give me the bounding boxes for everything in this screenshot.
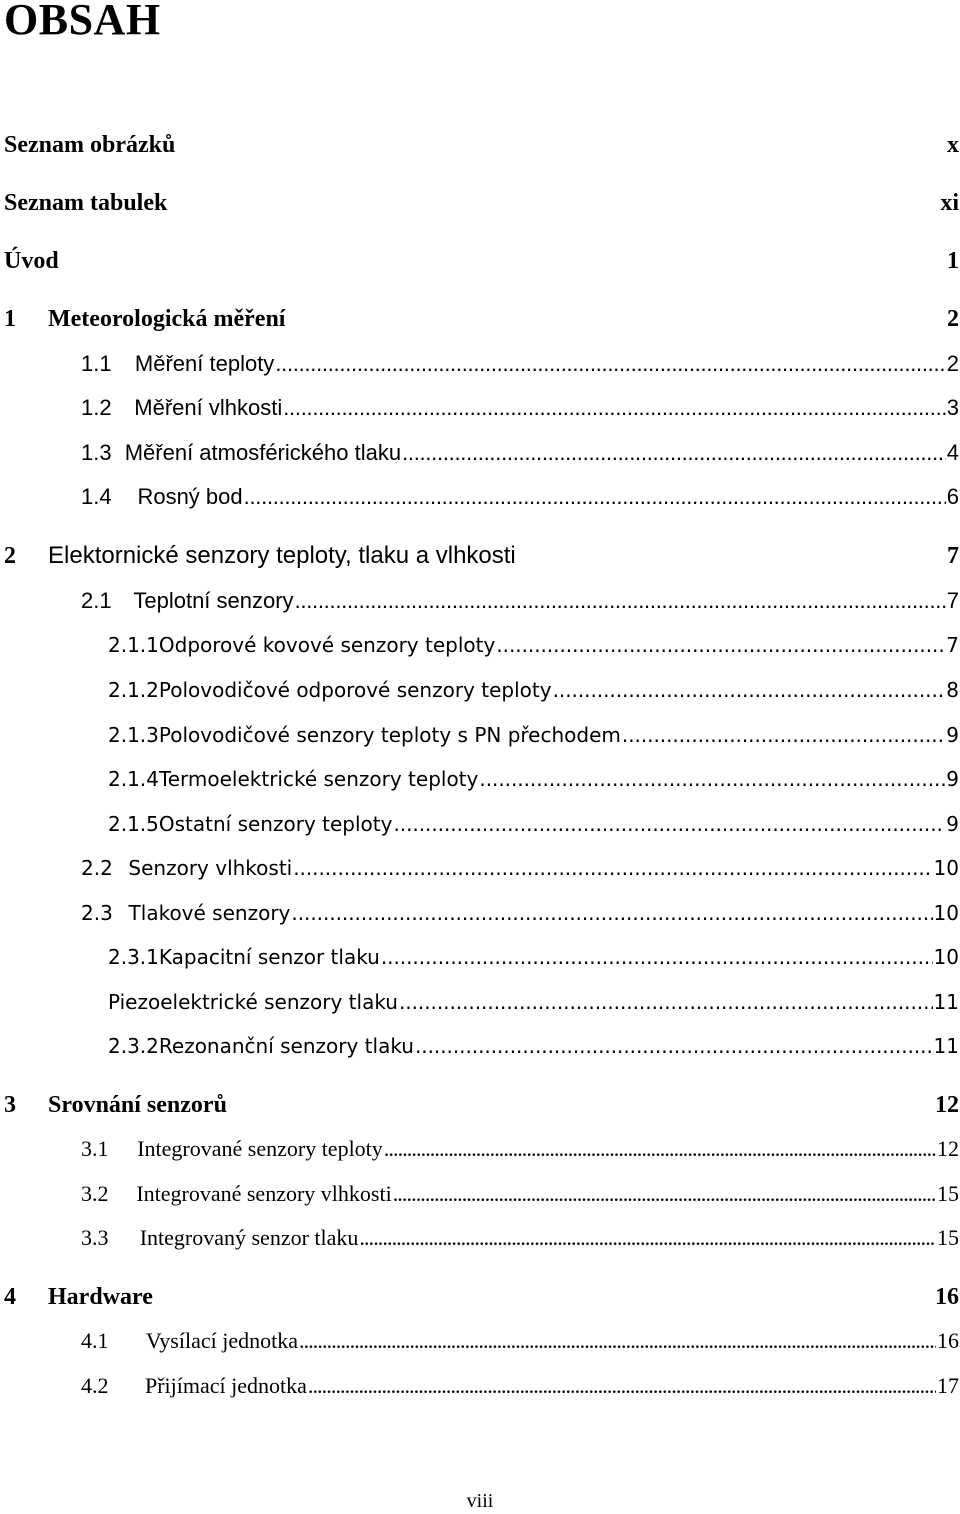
- toc-entry-label: Teplotní senzory: [133, 588, 294, 613]
- toc-entry-label: Termoelektrické senzory teploty: [158, 767, 479, 791]
- toc-entry[interactable]: [4, 1089, 959, 1121]
- toc-entry-label: Integrované senzory vlhkosti: [136, 1181, 392, 1206]
- toc-entry-number: 2.3: [81, 901, 113, 925]
- toc-entry-page: 15: [937, 1181, 959, 1206]
- toc-entry-label: Polovodičové senzory teploty s PN přechodem: [158, 723, 621, 747]
- toc-entry-page: 17: [937, 1373, 959, 1398]
- toc-entry-page: 16: [935, 1284, 959, 1310]
- toc-entry[interactable]: [108, 719, 959, 751]
- toc-entry-page: x: [947, 132, 959, 158]
- toc-entry[interactable]: [108, 808, 959, 840]
- toc-entry-label: Rosný bod: [137, 484, 243, 509]
- toc-entry-label: Kapacitní senzor tlaku: [158, 945, 380, 969]
- toc-entry-label: Integrovaný senzor tlaku: [139, 1225, 359, 1250]
- toc-entry-number: 2.2: [81, 856, 113, 880]
- toc-entry[interactable]: [81, 585, 959, 617]
- toc-entry-page: 9: [946, 767, 959, 791]
- toc-entry[interactable]: [4, 129, 959, 161]
- toc-entry[interactable]: [4, 187, 959, 219]
- toc-entry-page: 12: [937, 1136, 959, 1161]
- toc-entry-label: Seznam tabulek: [4, 190, 168, 216]
- toc-entry-number: 1.1: [81, 351, 112, 376]
- toc-entry[interactable]: [81, 897, 959, 929]
- toc-entry[interactable]: [4, 245, 959, 277]
- toc-entry-label: Ostatní senzory teploty: [158, 812, 393, 836]
- toc-entry-label: Měření teploty: [134, 351, 275, 376]
- toc-entry-label: Hardware: [48, 1284, 153, 1310]
- toc-entry[interactable]: [81, 1222, 959, 1254]
- toc-entry[interactable]: [81, 348, 959, 380]
- toc-entry-number: 4: [4, 1284, 16, 1310]
- toc-entry[interactable]: [81, 852, 959, 884]
- toc-entry-number: 3.1: [81, 1136, 109, 1161]
- page-title: OBSAH: [4, 0, 161, 44]
- toc-entry-label: Odporové kovové senzory teploty: [158, 633, 496, 657]
- toc-entry-number: 2.1.3: [108, 723, 159, 747]
- toc-entry-number: 4.1: [81, 1328, 109, 1353]
- toc-entry-label: Elektornické senzory teploty, tlaku a vlhkosti: [48, 542, 516, 569]
- toc-entry[interactable]: [4, 1281, 959, 1313]
- toc-entry[interactable]: [81, 1178, 959, 1210]
- toc-entry-page: 2: [947, 306, 959, 332]
- toc-entry-page: xi: [940, 190, 959, 216]
- toc-entry[interactable]: [4, 540, 959, 572]
- toc-entry-number: 1.4: [81, 484, 112, 509]
- toc-entry-number: 3.2: [81, 1181, 109, 1206]
- toc-entry-page: 7: [946, 633, 959, 657]
- toc-entry-label: Rezonanční senzory tlaku: [158, 1034, 414, 1058]
- toc-entry-label: Polovodičové odporové senzory teploty: [158, 678, 552, 702]
- toc-entry-page: 3: [946, 395, 959, 420]
- toc-entry-page: 9: [946, 812, 959, 836]
- toc-entry-label: Vysílací jednotka: [145, 1328, 298, 1353]
- toc-entry-number: 2.1.4: [108, 767, 159, 791]
- toc-entry-number: 2: [4, 543, 16, 569]
- toc-entry-label: Senzory vlhkosti: [128, 856, 293, 880]
- toc-entry[interactable]: [108, 986, 959, 1018]
- toc-entry-label: Integrované senzory teploty: [137, 1136, 383, 1161]
- toc-entry[interactable]: [108, 763, 959, 795]
- toc-entry-page: 9: [946, 723, 959, 747]
- toc-entry-number: 1.3: [81, 440, 112, 465]
- page-number: viii: [466, 1490, 494, 1512]
- toc-entry-number: 1.2: [81, 395, 112, 420]
- toc-entry-number: 2.3.2: [108, 1034, 159, 1058]
- toc-entry-label: Přijímací jednotka: [144, 1373, 307, 1398]
- toc-entry[interactable]: [81, 437, 959, 469]
- toc-entry-number: 3: [4, 1092, 16, 1118]
- toc-entry-page: 2: [946, 351, 959, 376]
- toc-entry-number: 4.2: [81, 1373, 109, 1398]
- toc-entry[interactable]: [108, 674, 959, 706]
- toc-entry-number: 2.3.1: [108, 945, 159, 969]
- toc-entry[interactable]: [108, 629, 959, 661]
- toc-entry-page: 16: [937, 1328, 959, 1353]
- toc-entry-page: 6: [946, 484, 959, 509]
- toc-entry-page: 7: [946, 588, 959, 613]
- toc-entry-label: Tlakové senzory: [128, 901, 291, 925]
- toc-entry-page: 10: [933, 901, 959, 925]
- toc-entry-page: 4: [946, 440, 959, 465]
- toc-entry-label: Měření vlhkosti: [134, 395, 283, 420]
- toc-entry-page: 8: [946, 678, 959, 702]
- toc-entry-number: 1: [4, 306, 16, 332]
- toc-entry-page: 12: [935, 1092, 959, 1118]
- toc-entry-label: Meteorologická měření: [48, 306, 286, 332]
- toc-entry-page: 11: [933, 1034, 959, 1058]
- toc-entry-page: 15: [937, 1225, 959, 1250]
- toc-entry-page: 10: [933, 856, 959, 880]
- toc-entry-page: 1: [947, 248, 959, 274]
- toc-entry-label: Úvod: [4, 248, 59, 274]
- toc-entry[interactable]: [81, 392, 959, 424]
- toc-entry[interactable]: [4, 303, 959, 335]
- toc-entry-label: Měření atmosférického tlaku: [124, 440, 402, 465]
- toc-entry[interactable]: [81, 1370, 959, 1402]
- toc-entry-number: 2.1.2: [108, 678, 159, 702]
- toc-entry-number: 3.3: [81, 1225, 109, 1250]
- toc-entry-page: 10: [933, 945, 959, 969]
- toc-entry-number: 2.1.1: [108, 633, 159, 657]
- toc-entry[interactable]: [108, 941, 959, 973]
- toc-entry-number: 2.1.5: [108, 812, 159, 836]
- toc-entry-page: 11: [933, 990, 959, 1014]
- toc-entry[interactable]: [81, 481, 959, 513]
- toc-entry-page: 7: [947, 543, 959, 569]
- toc-entry-label: Seznam obrázků: [4, 132, 176, 158]
- toc-entry[interactable]: [81, 1133, 959, 1165]
- toc-entry-label: Srovnání senzorů: [48, 1092, 227, 1118]
- toc-entry-label: Piezoelektrické senzory tlaku: [108, 990, 398, 1014]
- toc-entry-number: 2.1: [81, 588, 112, 613]
- toc-entry[interactable]: [108, 1030, 959, 1062]
- toc-entry[interactable]: [81, 1325, 959, 1357]
